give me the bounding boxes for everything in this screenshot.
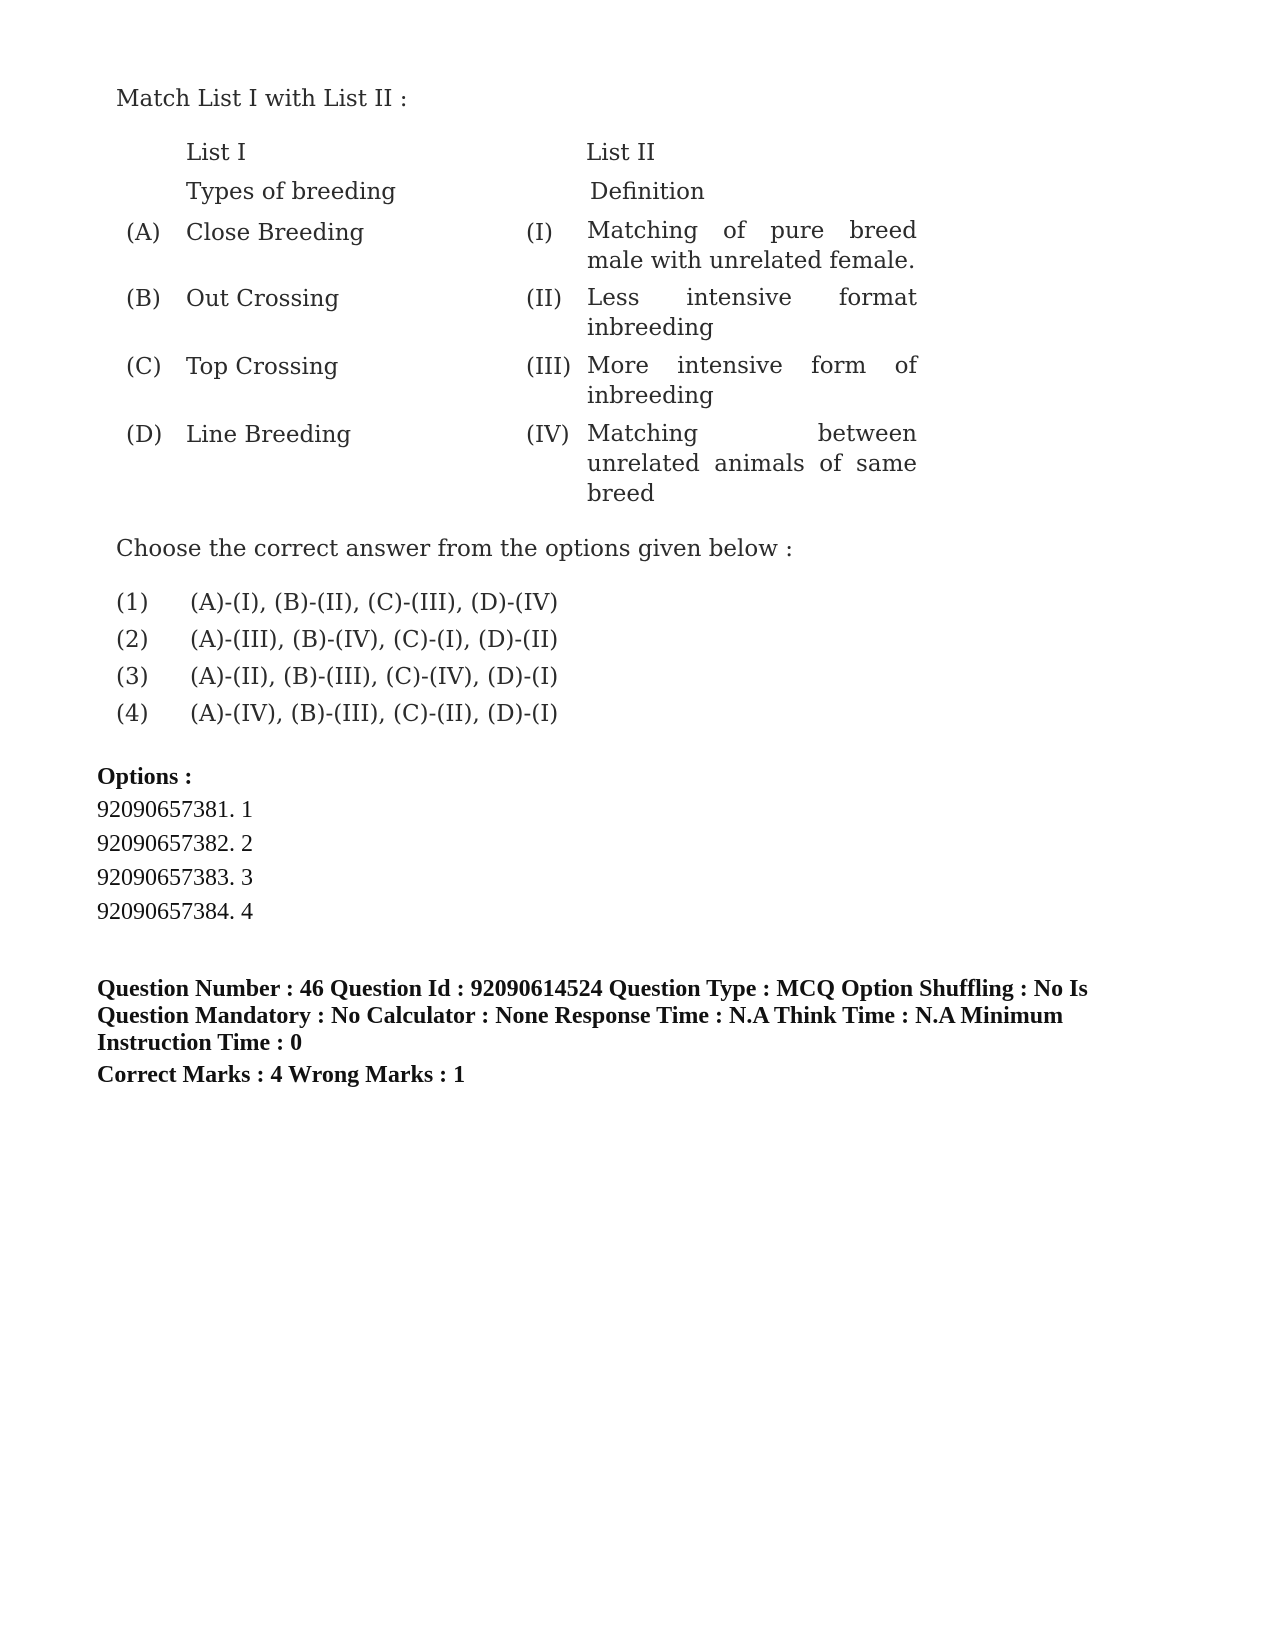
row-roman: (II): [526, 286, 563, 312]
question-image: [100, 70, 940, 760]
answer-number: (3): [116, 664, 149, 690]
row-term: Top Crossing: [186, 354, 339, 380]
row-letter: (D): [126, 422, 163, 448]
row-roman: (III): [526, 354, 572, 380]
row-letter: (C): [126, 354, 162, 380]
answer-text: (A)-(II), (B)-(III), (C)-(IV), (D)-(I): [190, 664, 559, 690]
question-metadata: Question Number : 46 Question Id : 92090614524 Question Type : MCQ Option Shuffling : No Is Question Mandatory : No Calculator : None Response Time : N.A Think Time : N.A Minimum Instruction Time : 0: [97, 976, 1088, 1056]
choose-instruction: Choose the correct answer from the options given below :: [116, 536, 793, 562]
list1-title: List I: [186, 140, 247, 166]
answer-text: (A)-(IV), (B)-(III), (C)-(II), (D)-(I): [190, 701, 559, 727]
list2-subtitle: Definition: [590, 179, 705, 205]
row-definition: Matching between unrelated animals of same breed: [587, 421, 917, 507]
answer-number: (2): [116, 627, 149, 653]
row-term: Close Breeding: [186, 220, 365, 246]
question-heading: Match List I with List II :: [116, 86, 408, 112]
row-term: Line Breeding: [186, 422, 352, 448]
option-item: 92090657383. 3: [97, 865, 253, 891]
row-letter: (A): [126, 220, 161, 246]
option-item: 92090657382. 2: [97, 831, 253, 857]
row-definition: Less intensive format inbreeding: [587, 285, 917, 341]
option-item: 92090657384. 4: [97, 899, 253, 925]
answer-number: (1): [116, 590, 149, 616]
row-roman: (I): [526, 220, 554, 246]
option-item: 92090657381. 1: [97, 797, 253, 823]
answer-text: (A)-(I), (B)-(II), (C)-(III), (D)-(IV): [190, 590, 559, 616]
marks-info: Correct Marks : 4 Wrong Marks : 1: [97, 1062, 466, 1088]
row-roman: (IV): [526, 422, 570, 448]
options-label: Options :: [97, 764, 193, 790]
row-term: Out Crossing: [186, 286, 340, 312]
row-letter: (B): [126, 286, 161, 312]
row-definition: Matching of pure breed male with unrelated female.: [587, 218, 917, 274]
answer-text: (A)-(III), (B)-(IV), (C)-(I), (D)-(II): [190, 627, 559, 653]
list2-title: List II: [586, 140, 656, 166]
answer-number: (4): [116, 701, 149, 727]
row-definition: More intensive form of inbreeding: [587, 353, 917, 409]
list1-subtitle: Types of breeding: [186, 179, 397, 205]
